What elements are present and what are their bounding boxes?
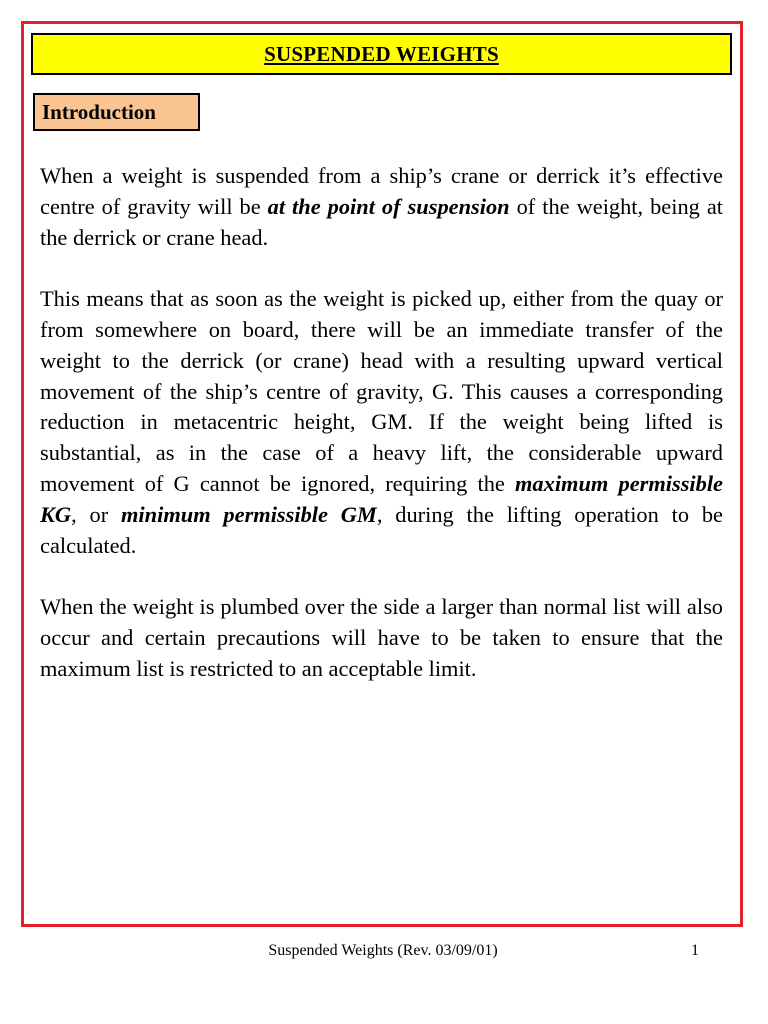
paragraph-2-text-a: This means that as soon as the weight is picked up, either from the quay or from somewhere on board, there will be an immediate transfer of the weight to the derrick (or crane) head with a resulting upward vertical movement of the ship’s centre of gravity, G. This causes a corresponding reduction in metacentric height, GM. If the weight being lifted is substantial, as in the case of a heavy lift, the considerable upward movement of G cannot be ignored, requiring the (40, 286, 723, 496)
paragraph-1-text-a: When a weight is suspended from a ship’s crane or derrick it’s effective centre of gravity will be (40, 163, 723, 219)
paragraph-1-text-b: of the weight, being at the derrick or crane head. (40, 193, 724, 250)
paragraph-2-emphasis-2: minimum permissible GM (121, 501, 377, 527)
section-heading-box (33, 93, 200, 131)
title-banner (31, 33, 732, 75)
paragraph-2 (40, 284, 723, 561)
body-text (40, 161, 723, 715)
paragraph-1-emphasis: at the point of suspension (267, 193, 510, 219)
paragraph-2-text-b: , or (71, 501, 122, 527)
footer-page-number: 1 (691, 942, 699, 959)
section-heading: Introduction (42, 99, 156, 124)
document-title: SUSPENDED WEIGHTS (264, 41, 499, 66)
paragraph-2-text-c: , during the lifting operation to be calculated. (40, 501, 723, 558)
paragraph-2-emphasis-1: maximum permissible KG (40, 470, 723, 527)
paragraph-1 (40, 161, 723, 253)
footer-document-label: Suspended Weights (Rev. 03/09/01) (268, 942, 498, 959)
paragraph-3: When the weight is plumbed over the side a larger than normal list will also occur and certain precautions will have to be taken to ensure that the maximum list is restricted to an acceptable limit. (40, 594, 723, 681)
